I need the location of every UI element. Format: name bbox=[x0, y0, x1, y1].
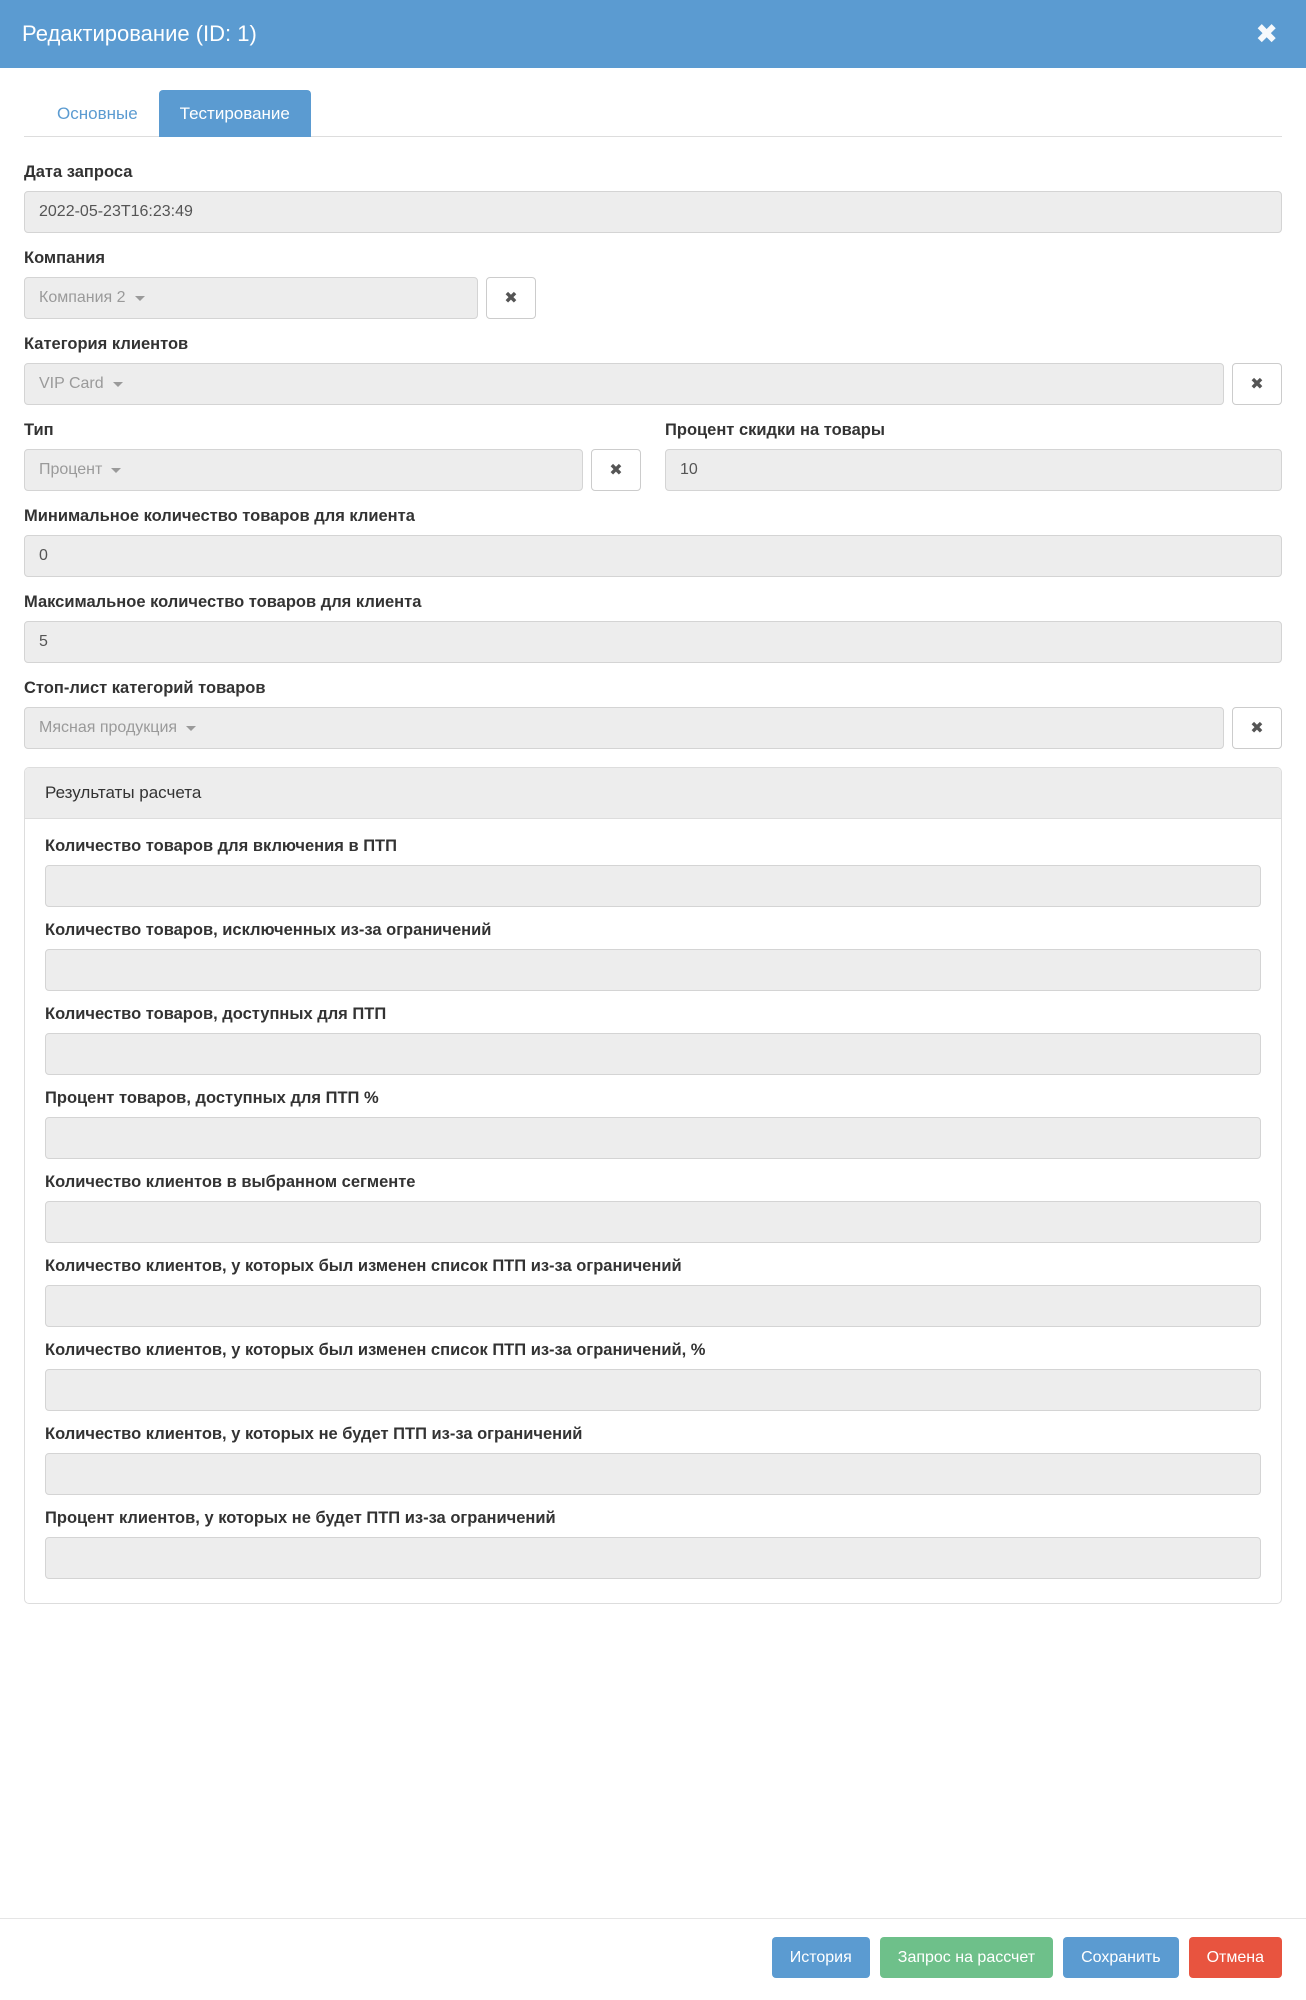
clients-without-ptp-input[interactable] bbox=[45, 1453, 1261, 1495]
save-button[interactable]: Сохранить bbox=[1063, 1937, 1179, 1978]
clients-changed-percent-input[interactable] bbox=[45, 1369, 1261, 1411]
history-button[interactable]: История bbox=[772, 1937, 870, 1978]
row-type-discount bbox=[24, 421, 1282, 507]
field-clients-without-ptp-percent bbox=[45, 1509, 1261, 1579]
label-discount-percent: Процент скидки на товары bbox=[665, 421, 885, 439]
label-products-available: Количество товаров, доступных для ПТП bbox=[45, 1005, 387, 1023]
products-excluded-input[interactable] bbox=[45, 949, 1261, 991]
field-clients-without-ptp bbox=[45, 1425, 1261, 1495]
field-min-products bbox=[24, 507, 1282, 577]
label-products-available-percent: Процент товаров, доступных для ПТП % bbox=[45, 1089, 379, 1107]
type-select[interactable] bbox=[24, 449, 583, 491]
label-clients-without-ptp-percent: Процент клиентов, у которых не будет ПТП из-за ограничений bbox=[45, 1509, 556, 1527]
control-company bbox=[24, 277, 536, 319]
label-min-products: Минимальное количество товаров для клиента bbox=[24, 507, 415, 525]
chevron-down-icon bbox=[186, 726, 196, 731]
chevron-down-icon bbox=[135, 296, 145, 301]
calculation-request-button[interactable]: Запрос на рассчет bbox=[880, 1937, 1053, 1978]
control-max-products bbox=[24, 621, 1282, 663]
field-type bbox=[24, 421, 641, 491]
control-stop-list bbox=[24, 707, 1282, 749]
tab-testirovanie[interactable]: Тестирование bbox=[159, 90, 311, 137]
label-products-excluded: Количество товаров, исключенных из-за ограничений bbox=[45, 921, 492, 939]
discount-percent-input[interactable]: 10 bbox=[665, 449, 1282, 491]
field-products-for-ptp bbox=[45, 837, 1261, 907]
field-products-available-percent bbox=[45, 1089, 1261, 1159]
label-client-category: Категория клиентов bbox=[24, 335, 189, 353]
field-products-excluded bbox=[45, 921, 1261, 991]
max-products-input[interactable]: 5 bbox=[24, 621, 1282, 663]
label-max-products: Максимальное количество товаров для клиента bbox=[24, 593, 422, 611]
field-products-available bbox=[45, 1005, 1261, 1075]
control-request-date bbox=[24, 191, 1282, 233]
clients-in-segment-input[interactable] bbox=[45, 1201, 1261, 1243]
field-request-date bbox=[24, 163, 1282, 233]
label-type: Тип bbox=[24, 421, 54, 439]
clients-without-ptp-percent-input[interactable] bbox=[45, 1537, 1261, 1579]
cancel-button[interactable]: Отмена bbox=[1189, 1937, 1282, 1978]
type-select-value: Процент bbox=[39, 461, 103, 478]
field-discount-percent bbox=[665, 421, 1282, 491]
stop-list-clear-button[interactable]: ✖ bbox=[1232, 707, 1282, 749]
dialog-footer bbox=[0, 1918, 1306, 2000]
field-clients-in-segment bbox=[45, 1173, 1261, 1243]
tab-bar bbox=[24, 90, 1282, 137]
results-panel-body bbox=[25, 819, 1281, 1603]
label-products-for-ptp: Количество товаров для включения в ПТП bbox=[45, 837, 397, 855]
dialog-title: Редактирование (ID: 1) bbox=[22, 21, 257, 46]
stop-list-select[interactable] bbox=[24, 707, 1224, 749]
control-discount-percent bbox=[665, 449, 1282, 491]
min-products-input[interactable]: 0 bbox=[24, 535, 1282, 577]
chevron-down-icon bbox=[111, 468, 121, 473]
control-client-category bbox=[24, 363, 1282, 405]
control-min-products bbox=[24, 535, 1282, 577]
clients-changed-input[interactable] bbox=[45, 1285, 1261, 1327]
request-date-input[interactable]: 2022-05-23T16:23:49 bbox=[24, 191, 1282, 233]
products-available-percent-input[interactable] bbox=[45, 1117, 1261, 1159]
dialog-body bbox=[0, 68, 1306, 1900]
field-stop-list bbox=[24, 679, 1282, 749]
company-clear-button[interactable]: ✖ bbox=[486, 277, 536, 319]
tab-osnovnye[interactable]: Основные bbox=[57, 104, 138, 123]
field-max-products bbox=[24, 593, 1282, 663]
label-clients-changed-percent: Количество клиентов, у которых был изменен список ПТП из-за ограничений, % bbox=[45, 1341, 706, 1359]
stop-list-select-value: Мясная продукция bbox=[39, 719, 178, 736]
field-company bbox=[24, 249, 1282, 319]
label-stop-list: Стоп-лист категорий товаров bbox=[24, 679, 266, 697]
company-select[interactable] bbox=[24, 277, 478, 319]
control-type bbox=[24, 449, 641, 491]
label-clients-changed: Количество клиентов, у которых был изменен список ПТП из-за ограничений bbox=[45, 1257, 682, 1275]
label-clients-without-ptp: Количество клиентов, у которых не будет ПТП из-за ограничений bbox=[45, 1425, 583, 1443]
results-panel bbox=[24, 767, 1282, 1604]
client-category-select[interactable] bbox=[24, 363, 1224, 405]
type-clear-button[interactable]: ✖ bbox=[591, 449, 641, 491]
label-request-date: Дата запроса bbox=[24, 163, 133, 181]
field-client-category bbox=[24, 335, 1282, 405]
chevron-down-icon bbox=[113, 382, 123, 387]
results-panel-title: Результаты расчета bbox=[25, 768, 1281, 819]
products-available-input[interactable] bbox=[45, 1033, 1261, 1075]
close-icon[interactable]: ✖ bbox=[1251, 21, 1282, 48]
field-clients-changed-percent bbox=[45, 1341, 1261, 1411]
client-category-select-value: VIP Card bbox=[39, 375, 104, 392]
products-for-ptp-input[interactable] bbox=[45, 865, 1261, 907]
field-clients-changed bbox=[45, 1257, 1261, 1327]
company-select-value: Компания 2 bbox=[39, 289, 126, 306]
label-company: Компания bbox=[24, 249, 106, 267]
label-clients-in-segment: Количество клиентов в выбранном сегменте bbox=[45, 1173, 416, 1191]
client-category-clear-button[interactable]: ✖ bbox=[1232, 363, 1282, 405]
dialog-header bbox=[0, 0, 1306, 68]
